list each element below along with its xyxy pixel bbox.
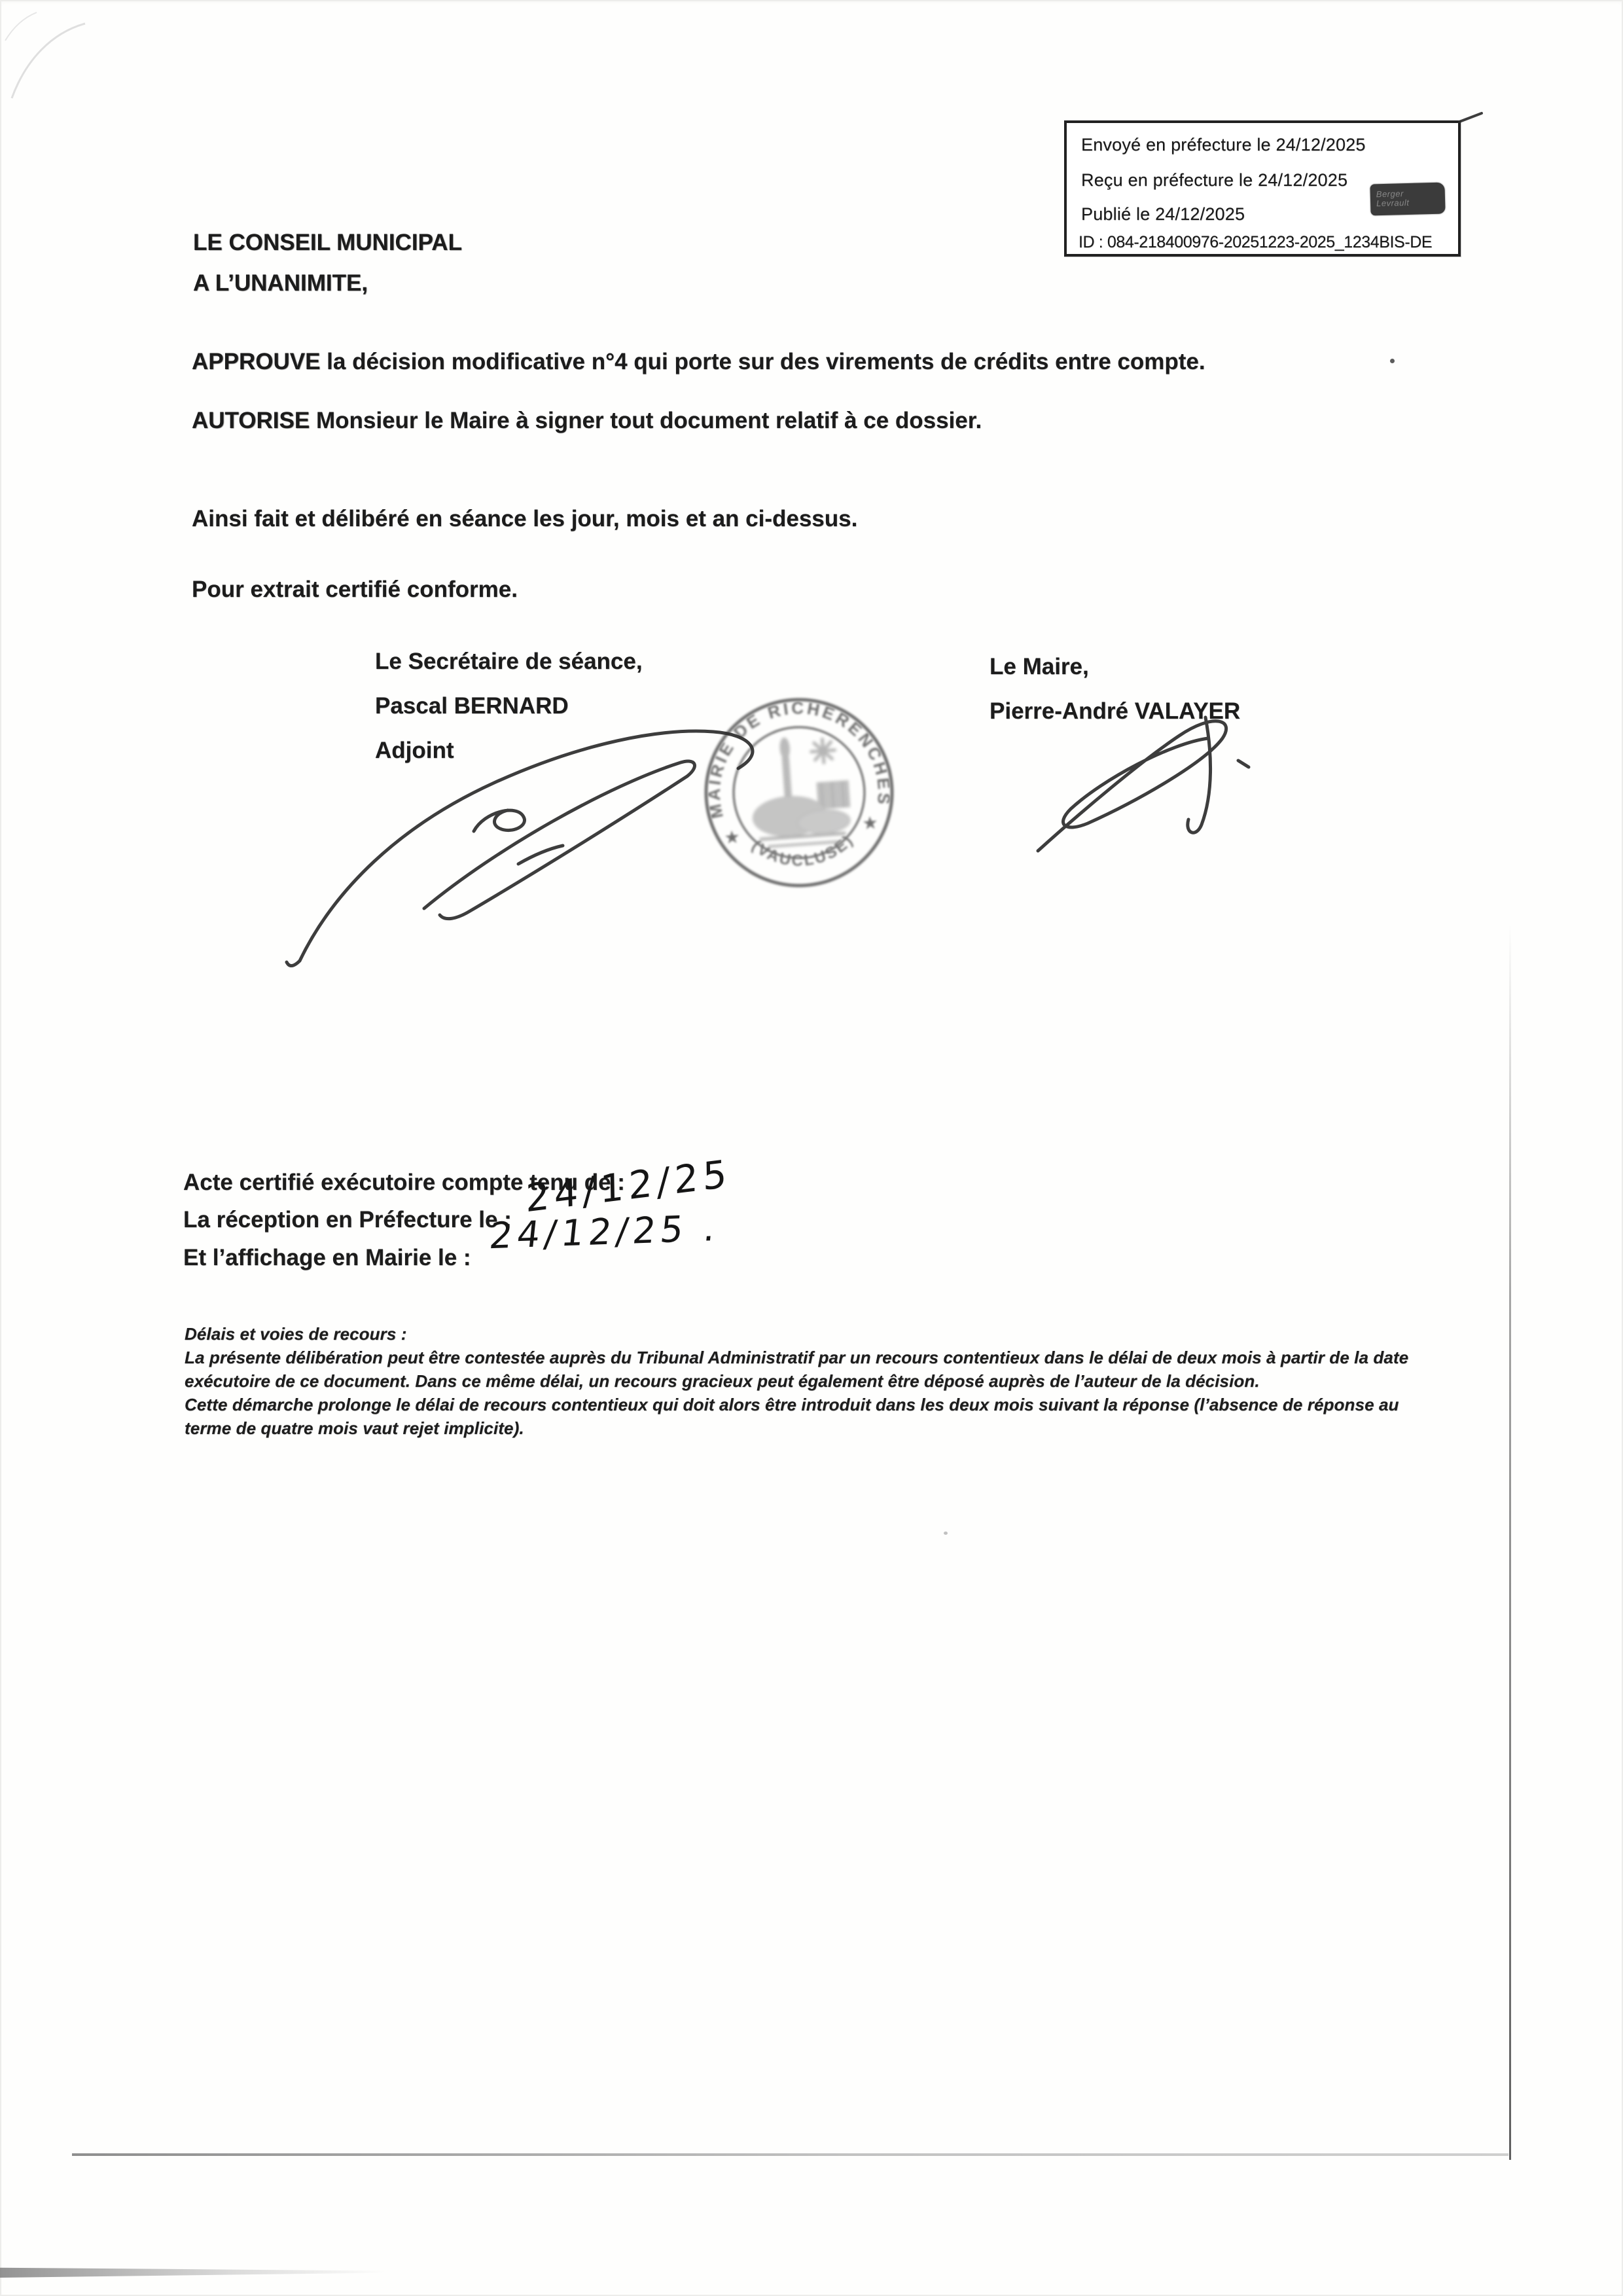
ink-speck-2 (944, 1532, 948, 1535)
publisher-logo-text-2: Levrault (1376, 197, 1410, 209)
mayor-signature (1038, 717, 1249, 851)
stamp-line-envoye: Envoyé en préfecture le 24/12/2025 (1081, 135, 1366, 154)
footer-line-2: exécutoire de ce document. Dans ce même délai, un recours gracieux peut également être déposé auprès de l’auteur de la décision. (185, 1371, 1260, 1391)
mayor-name: Pierre-André VALAYER (990, 698, 1241, 724)
prefecture-stamp-box (1064, 120, 1461, 257)
stamp-id-line: ID : 084-218400976-20251223-2025_1234BIS-DE (1079, 233, 1433, 251)
stamp-bottom-text: (VAUCLUSE) (748, 831, 858, 870)
certification-line2-label: La réception en Préfecture le : (183, 1207, 512, 1232)
certification-line1: Acte certifié exécutoire compte tenu de : (183, 1170, 625, 1195)
deliberation-line: Ainsi fait et délibéré en séance les jour, mois et an ci-dessus. (192, 506, 858, 531)
secretary-signature (287, 731, 753, 965)
corner-smudge (5, 12, 85, 98)
council-heading-line2: A L’UNANIMITE, (193, 270, 368, 296)
footer-recours-title: Délais et voies de recours : (185, 1324, 407, 1344)
stamp-star-right: ★ (861, 812, 879, 834)
footer-line-3: Cette démarche prolonge le délai de recours contentieux qui doit alors être introduit dans les deux mois suivant la réponse (l’absence de réponse au (185, 1395, 1399, 1414)
stamp-star-left: ★ (723, 827, 741, 848)
publisher-logo (1370, 183, 1445, 216)
stamp-line-recu: Reçu en préfecture le 24/12/2025 (1081, 170, 1348, 190)
approve-text: la décision modificative n°4 qui porte sur des virements de crédits entre compte. (320, 349, 1205, 374)
council-heading-line1: LE CONSEIL MUNICIPAL (193, 230, 462, 255)
ink-speck-1 (1390, 359, 1395, 363)
footer-line-1: La présente délibération peut être contestée auprès du Tribunal Administratif par un recours contentieux dans le délai de deux mois à partir de la date (185, 1348, 1409, 1367)
authorize-text: Monsieur le Maire à signer tout document relatif à ce dossier. (310, 408, 982, 433)
scan-artifact-hline (72, 2153, 1508, 2156)
stamp-line-publie: Publié le 24/12/2025 (1081, 204, 1245, 224)
footer-line-4: terme de quatre mois vaut rejet implicite). (185, 1418, 524, 1438)
secretary-role: Adjoint (375, 738, 454, 763)
handwritten-date-prefecture: 24/12/25 (525, 1151, 732, 1221)
stamp-coat-of-arms (747, 734, 852, 848)
handwritten-date-mairie: 24/12/25 . (487, 1206, 722, 1257)
scan-artifact-wedge (0, 2266, 386, 2278)
approve-label: APPROUVE (192, 349, 321, 374)
secretary-name: Pascal BERNARD (375, 693, 569, 719)
municipal-stamp (684, 677, 914, 908)
certified-extract-line: Pour extrait certifié conforme. (192, 577, 518, 602)
authorize-label: AUTORISE (192, 408, 310, 433)
signature-dot (1238, 761, 1249, 767)
certification-line3-label: Et l’affichage en Mairie le : (183, 1245, 471, 1270)
paragraph-approve (192, 350, 1205, 375)
scan-artifact-vline (1509, 924, 1511, 2160)
mayor-title: Le Maire, (990, 654, 1089, 679)
paragraph-authorize (192, 408, 982, 434)
stamp-top-text: MAIRIE DE RICHERENCHES (704, 698, 895, 821)
scan-corner-tail (1459, 113, 1482, 122)
publisher-logo-text-1: Berger (1376, 188, 1404, 200)
footer-recours-block (185, 1322, 1408, 1440)
secretary-title: Le Secrétaire de séance, (375, 649, 643, 674)
